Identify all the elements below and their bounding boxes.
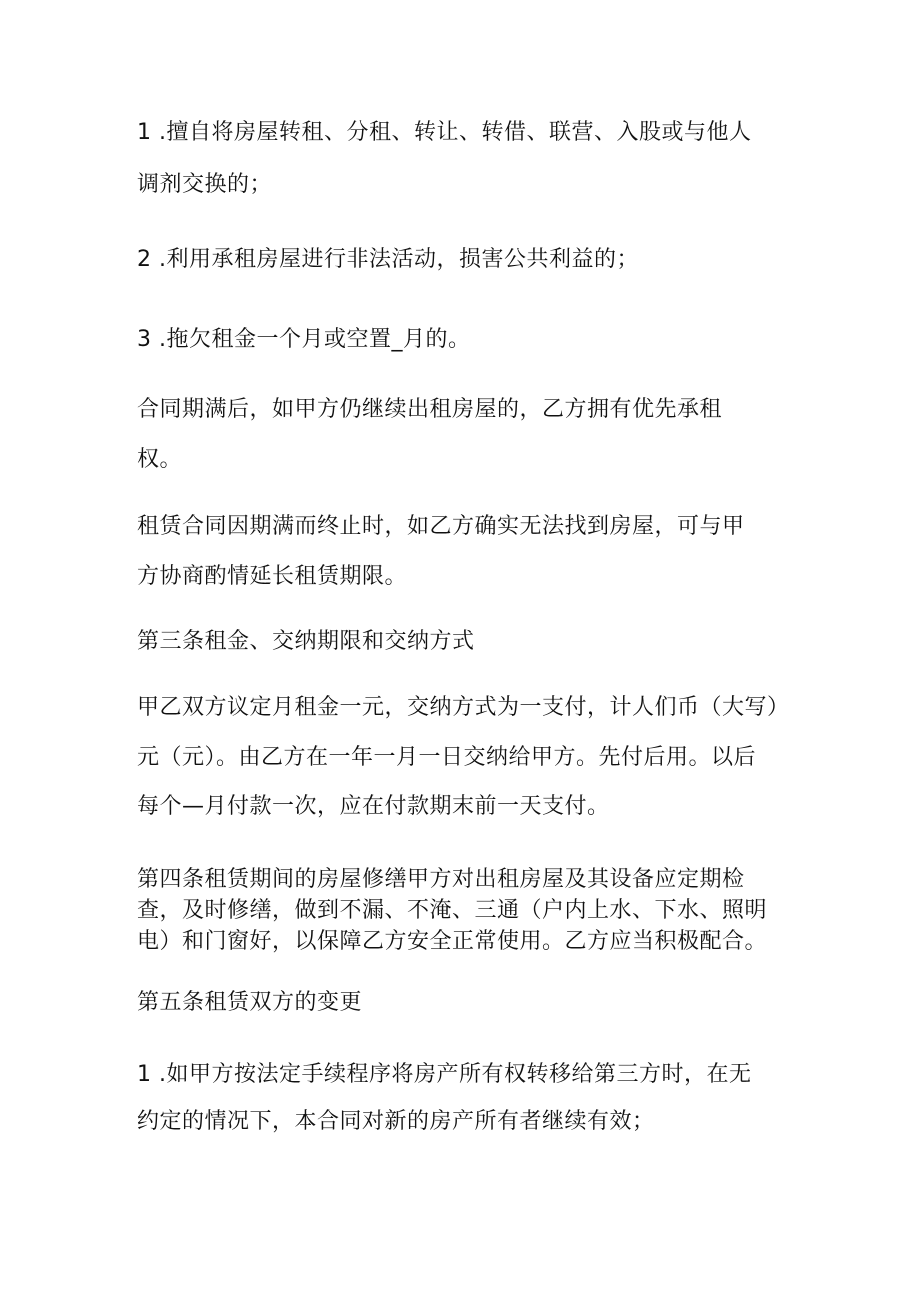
text-line: 3 .拖欠租金一个月或空置_月的。	[137, 327, 471, 352]
text-line: 权。	[137, 447, 183, 472]
text-line: 第四条租赁期间的房屋修缮甲方对出租房屋及其设备应定期检	[137, 867, 745, 892]
text-line: 元（元）。由乙方在一年一月一日交纳给甲方。先付后用。以后	[137, 745, 757, 770]
text-line: 约定的情况下，本合同对新的房产所有者继续有效；	[137, 1109, 655, 1134]
text-line: 查，及时修缮，做到不漏、不淹、三通（户内上水、下水、照明	[137, 898, 768, 923]
text-line: 1 .擅自将房屋转租、分租、转让、转借、联营、入股或与他人	[137, 120, 752, 145]
section-heading: 第三条租金、交纳期限和交纳方式	[137, 629, 475, 654]
text-line: 2 .利用承租房屋进行非法活动，损害公共利益的；	[137, 247, 639, 272]
text-line: 甲乙双方议定月租金一元，交纳方式为一支付，计人们币（大写）	[137, 695, 790, 720]
text-line: 电）和门窗好，以保障乙方安全正常使用。乙方应当积极配合。	[137, 929, 768, 954]
text-line: 合同期满后，如甲方仍继续出租房屋的，乙方拥有优先承租	[137, 397, 723, 422]
text-line: 每个—月付款一次，应在付款期末前一天支付。	[137, 794, 610, 819]
text-line: 方协商酌情延长租赁期限。	[137, 564, 408, 589]
text-line: 调剂交换的；	[137, 172, 273, 197]
text-line: 租赁合同因期满而终止时，如乙方确实无法找到房屋，可与甲	[137, 514, 745, 539]
section-heading: 第五条租赁双方的变更	[137, 990, 363, 1015]
text-line: 1 .如甲方按法定手续程序将房产所有权转移给第三方时，在无	[137, 1062, 752, 1087]
